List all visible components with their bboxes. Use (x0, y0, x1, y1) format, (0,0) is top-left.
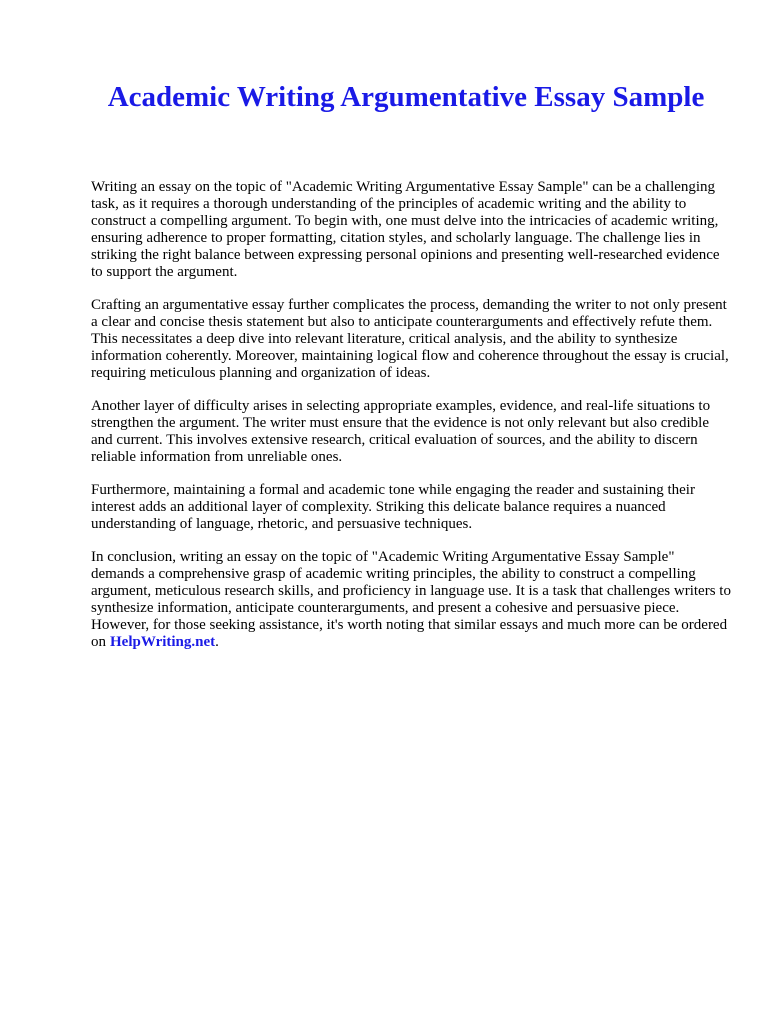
paragraph-1: Writing an essay on the topic of "Academic Writing Argumentative Essay Sample" can be a challenging task, as it requires a thorough understanding of the principles of academic writing and the ability to construct a compelling argument. To begin with, one must delve into the intricacies of academic writing, ensuring adherence to proper formatting, citation styles, and scholarly language. The challenge lies in striking the right balance between expressing personal opinions and presenting well-researched evidence to support the argument. (91, 179, 720, 280)
essay-body (91, 179, 731, 667)
paragraph-2: Crafting an argumentative essay further complicates the process, demanding the writer to not only present a clear and concise thesis statement but also to anticipate counterarguments and effectively refute them. This necessitates a deep dive into relevant literature, critical analysis, and the ability to synthesize information coherently. Moreover, maintaining logical flow and coherence throughout the essay is crucial, requiring meticulous planning and organization of ideas. (91, 297, 729, 381)
helpwriting-link[interactable]: HelpWriting.net (110, 634, 216, 650)
paragraph-3: Another layer of difficulty arises in selecting appropriate examples, evidence, and real-life situations to strengthen the argument. The writer must ensure that the evidence is not only relevant but also credible and current. This involves extensive research, critical evaluation of sources, and the ability to discern reliable information from unreliable ones. (91, 398, 711, 465)
page-title: Academic Writing Argumentative Essay Sample (107, 81, 705, 113)
conclusion-paragraph (91, 549, 731, 651)
conclusion-text: In conclusion, writing an essay on the topic of "Academic Writing Argumentative Essay Sample" demands a comprehensive grasp of academic writing principles, the ability to construct a compelling argument, meticulous research skills, and proficiency in language use. It is a task that challenges writers to synthesize information, anticipate counterarguments, and present a cohesive and persuasive piece. However, for those seeking assistance, it's worth noting that similar essays and much more can be ordered on (91, 549, 731, 650)
paragraph-4: Furthermore, maintaining a formal and academic tone while engaging the reader and sustaining their interest adds an additional layer of complexity. Striking this delicate balance requires a nuanced understanding of language, rhetoric, and persuasive techniques. (91, 482, 695, 532)
conclusion-end-punctuation: . (215, 634, 219, 650)
